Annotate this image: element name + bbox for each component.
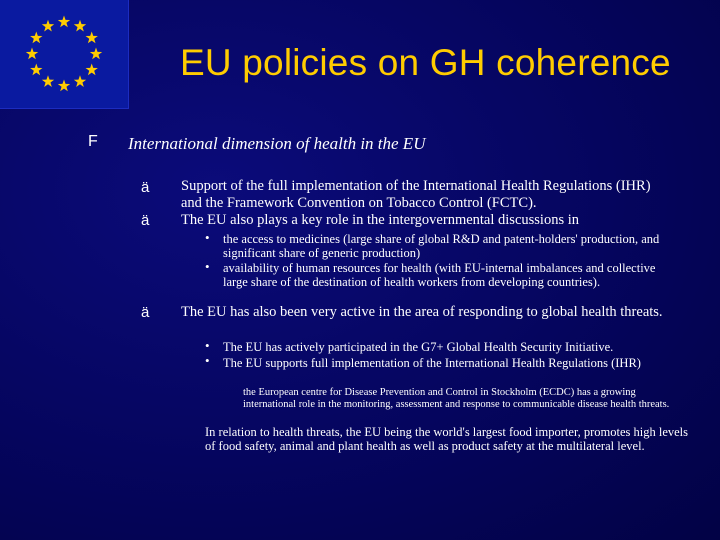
list-item-access-medicines: the access to medicines (large share of global R&D and patent-holders' production, and significant share of generic production) (223, 232, 660, 260)
list-item-ihr-support: The EU supports full implementation of the International Health Regulations (IHR) (223, 356, 641, 370)
flag-star-icon (42, 75, 54, 87)
sub-bullet-text-2: The EU also plays a key role in the intergovernmental discussions in (181, 212, 579, 228)
flag-star-icon (58, 80, 70, 92)
flag-star-icon (86, 64, 98, 76)
flag-star-icon (90, 48, 102, 60)
main-bullet-text: International dimension of health in the EU (128, 134, 426, 153)
flag-star-icon (30, 32, 42, 44)
flag-star-icon (42, 20, 54, 32)
list-item-g7-initiative: The EU has actively participated in the G7+ Global Health Security Initiative. (223, 340, 614, 354)
sub-bullet-marker-3: ä (141, 304, 150, 321)
bullet-dot: • (205, 353, 210, 368)
sub-bullet-marker-2: ä (141, 212, 150, 229)
main-bullet-marker: F (88, 133, 98, 150)
sub-bullet-text-1: Support of the full implementation of the International Health Regulations (IHR) and the Framework Convention on Tobacco Control (FCTC). (181, 178, 651, 211)
flag-star-icon (74, 75, 86, 87)
sub-bullet-marker-1: ä (141, 179, 150, 196)
flag-star-icon (26, 48, 38, 60)
list-item-human-resources: availability of human resources for health (with EU-internal imbalances and collective large share of the destination of health workers from developing countries). (223, 261, 656, 289)
ecdc-note: the European centre for Disease Prevention and Control in Stockholm (ECDC) has a growing international role in the monitoring, assessment and response to communicable disease health threats. (243, 387, 670, 410)
flag-star-icon (74, 20, 86, 32)
food-safety-paragraph: In relation to health threats, the EU being the world's largest food importer, promotes high levels of food safety, animal and plant health as well as product safety at the multilateral level. (205, 425, 689, 453)
eu-flag-logo (0, 0, 129, 109)
eu-flag-stars (0, 0, 128, 108)
flag-star-icon (58, 16, 70, 28)
bullet-dot: • (205, 338, 210, 353)
flag-star-icon (30, 64, 42, 76)
bullet-dot: • (205, 230, 210, 245)
sub-bullet-text-3: The EU has also been very active in the area of responding to global health threats. (181, 304, 663, 320)
bullet-dot: • (205, 259, 210, 274)
flag-star-icon (86, 32, 98, 44)
page-title: EU policies on GH coherence (180, 42, 671, 83)
